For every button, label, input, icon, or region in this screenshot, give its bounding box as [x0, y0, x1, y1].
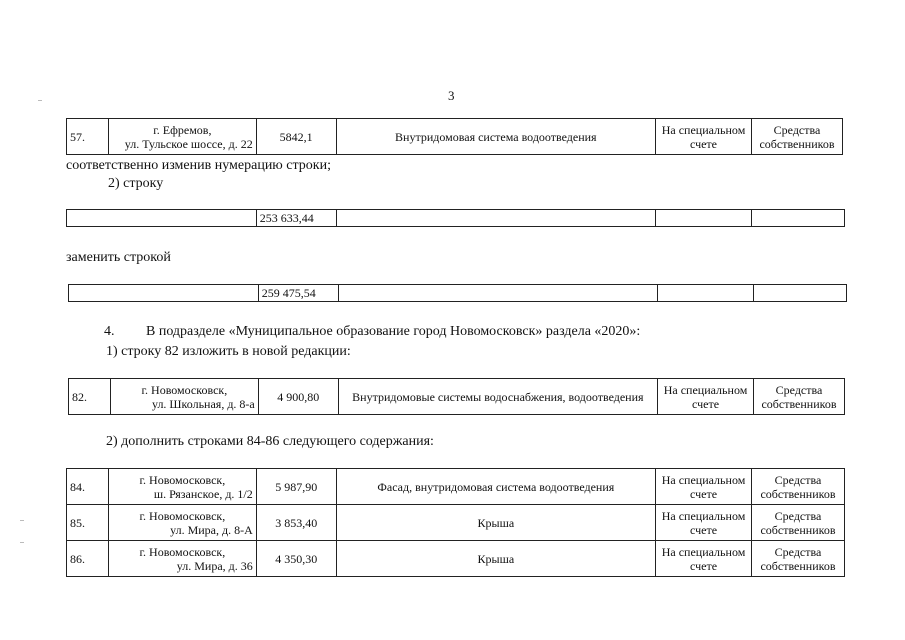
account-cell: [656, 541, 752, 577]
work-type-cell: Внутридомовые системы водоснабжения, водоотведения: [338, 379, 657, 415]
address-street: ул. Школьная, д. 8-а: [151, 396, 255, 411]
address-city: г. Новомосковск,: [139, 544, 226, 559]
address-city: г. Новомосковск,: [139, 472, 226, 487]
table-row: [67, 541, 845, 577]
source-line2: собственников: [760, 486, 836, 501]
empty-cell: [658, 285, 754, 302]
source-cell: [751, 119, 842, 155]
area-cell: 5842,1: [256, 119, 336, 155]
source-line2: собственников: [760, 558, 836, 573]
address-street: ул. Тульское шоссе, д. 22: [124, 136, 253, 151]
source-cell: [751, 505, 844, 541]
account-cell: [656, 505, 752, 541]
source-line1: Средства: [774, 472, 822, 487]
work-type-cell: Фасад, внутридомовая система водоотведения: [336, 469, 655, 505]
row-2-text: 2) строку: [108, 176, 164, 191]
account-line2: счете: [692, 396, 720, 411]
section-4-number: 4.: [104, 324, 115, 339]
source-line2: собственников: [760, 522, 836, 537]
address-street: ул. Мира, д. 8-А: [170, 522, 253, 537]
scan-mark: [20, 542, 24, 543]
table-row-82: [68, 378, 845, 415]
source-line1: Средства: [775, 382, 823, 397]
empty-cell: [338, 285, 658, 302]
address-cell: [110, 379, 258, 415]
table-row: [67, 505, 845, 541]
row-number: 57.: [67, 119, 109, 155]
address-city: г. Ефремов,: [153, 122, 212, 137]
row-82-instruction: 1) строку 82 изложить в новой редакции:: [106, 344, 351, 359]
work-type-cell: Крыша: [336, 505, 655, 541]
row-number: 84.: [67, 469, 109, 505]
account-line2: счете: [690, 522, 718, 537]
table-row: [67, 119, 843, 155]
source-line1: Средства: [774, 544, 822, 559]
table-row: [67, 469, 845, 505]
replace-text: заменить строкой: [66, 250, 171, 265]
source-line2: собственников: [759, 136, 835, 151]
work-type-cell: Крыша: [336, 541, 655, 577]
table-row: [69, 379, 845, 415]
account-cell: [658, 379, 754, 415]
account-line1: На специальном: [661, 122, 746, 137]
empty-cell: [67, 210, 257, 227]
total-old-value: 253 633,44: [256, 210, 336, 227]
row-number: 85.: [67, 505, 109, 541]
address-cell: [108, 541, 256, 577]
account-line2: счете: [690, 486, 718, 501]
source-cell: [751, 541, 844, 577]
renumber-text: соответственно изменив нумерацию строки;: [66, 158, 331, 173]
account-cell: [656, 119, 752, 155]
scan-mark: [20, 520, 24, 521]
row-number: 86.: [67, 541, 109, 577]
table-row: [67, 210, 845, 227]
account-line2: счете: [689, 136, 718, 151]
address-city: г. Новомосковск,: [139, 508, 226, 523]
address-cell: [108, 505, 256, 541]
address-street: ш. Рязанское, д. 1/2: [153, 486, 253, 501]
address-street: ул. Мира, д. 36: [176, 558, 253, 573]
table-row-57: [66, 118, 843, 155]
section-4-text: В подразделе «Муниципальное образование город Новомосковск» раздела «2020»:: [146, 324, 641, 339]
area-cell: 4 900,80: [258, 379, 338, 415]
empty-cell: [336, 210, 656, 227]
source-line1: Средства: [774, 508, 822, 523]
account-line1: На специальном: [661, 508, 746, 523]
empty-cell: [752, 210, 845, 227]
add-rows-instruction: 2) дополнить строками 84-86 следующего содержания:: [106, 434, 434, 449]
work-type-cell: Внутридомовая система водоотведения: [336, 119, 655, 155]
account-line1: На специальном: [661, 472, 746, 487]
area-cell: 3 853,40: [256, 505, 336, 541]
address-cell: [108, 119, 256, 155]
table-row: [69, 285, 847, 302]
account-cell: [656, 469, 752, 505]
source-cell: [751, 469, 844, 505]
account-line1: На специальном: [661, 544, 746, 559]
table-rows-84-86: [66, 468, 845, 577]
page-number: 3: [448, 88, 455, 103]
account-line1: На специальном: [663, 382, 748, 397]
address-cell: [108, 469, 256, 505]
empty-cell: [656, 210, 752, 227]
scan-mark: [38, 100, 42, 101]
source-line1: Средства: [773, 122, 821, 137]
source-cell: [753, 379, 844, 415]
account-line2: счете: [690, 558, 718, 573]
source-line2: собственников: [761, 396, 837, 411]
address-city: г. Новомосковск,: [141, 382, 228, 397]
area-cell: 4 350,30: [256, 541, 336, 577]
total-old-table: [66, 209, 845, 227]
empty-cell: [754, 285, 847, 302]
area-cell: 5 987,90: [256, 469, 336, 505]
total-new-table: [68, 284, 847, 302]
empty-cell: [69, 285, 259, 302]
row-number: 82.: [69, 379, 111, 415]
total-new-value: 259 475,54: [258, 285, 338, 302]
